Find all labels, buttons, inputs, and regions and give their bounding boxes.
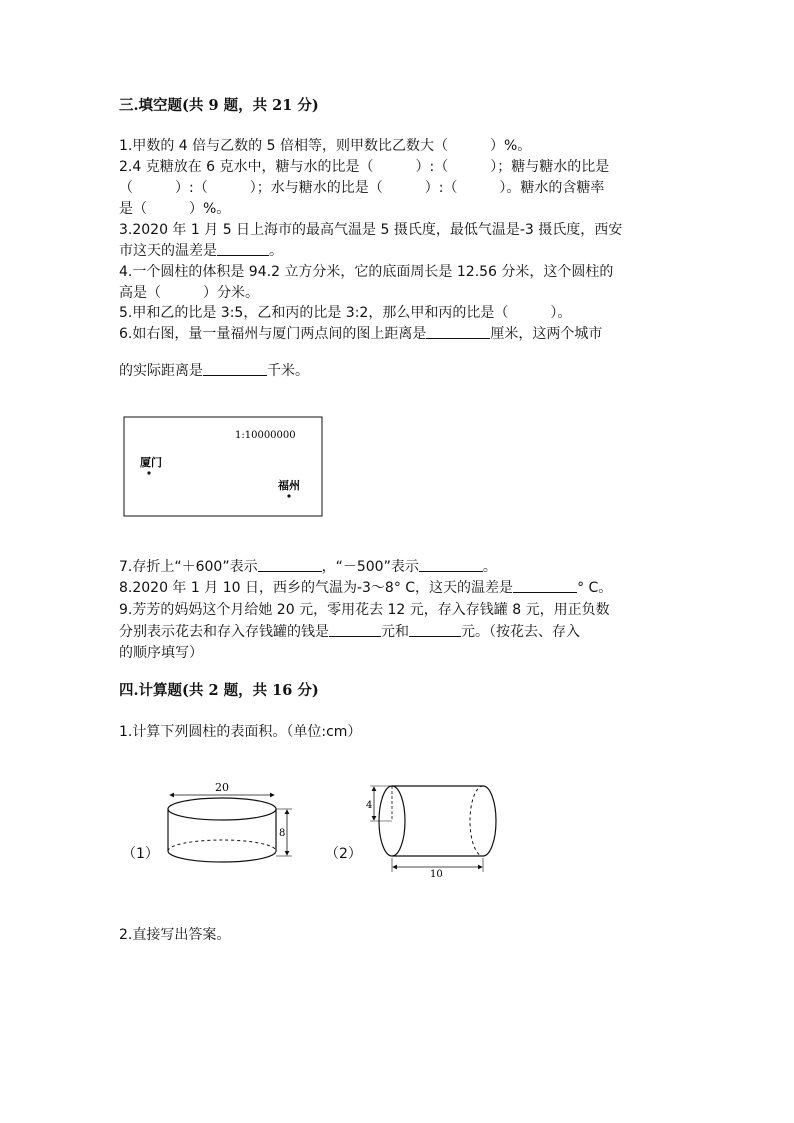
- q9-line1: 9.芳芳的妈妈这个月给她 20 元，零用花去 12 元，存入存钱罐 8 元，用正负数: [119, 602, 610, 618]
- fig1-bottom-front: [168, 851, 276, 862]
- q9-line2: [119, 622, 580, 642]
- section4-heading: 四.计算题(共 2 题，共 16 分): [119, 682, 319, 699]
- q6-text-2: 厘米，这两个城市: [490, 326, 603, 342]
- fig2-radius-label: 4: [366, 800, 373, 811]
- fig1-bottom-back: [168, 840, 276, 851]
- q7-b: ，“－500”表示: [321, 559, 419, 575]
- q4-line2: 高是（ ）分米。: [119, 285, 259, 301]
- q2-line3: 是（ ）%。: [119, 201, 231, 217]
- q7-blank2[interactable]: [419, 557, 483, 572]
- q9-line3: 的顺序填写）: [119, 645, 203, 661]
- q6-text: 6.如右图，量一量福州与厦门两点间的图上距离是: [119, 326, 427, 342]
- q4-line1: 4.一个圆柱的体积是 94.2 立方分米，它的底面周长是 12.56 分米，这个圆柱的: [119, 264, 614, 280]
- cylinder-figure-1: [160, 778, 300, 870]
- fig1-diameter-label: 20: [215, 781, 229, 794]
- q8-b: ° C。: [577, 580, 613, 596]
- q2-line1: 2.4 克糖放在 6 克水中，糖与水的比是（ ）:（ ）；糖与糖水的比是: [119, 159, 610, 175]
- q6-line2: [119, 361, 309, 381]
- map-figure: [123, 416, 325, 518]
- fuzhou-dot: [287, 494, 290, 497]
- q1-text: 1.甲数的 4 倍与乙数的 5 倍相等，则甲数比乙数大（ ）%。: [119, 138, 532, 154]
- fig2-right-back: [470, 786, 483, 856]
- q6-text-4: 千米。: [267, 363, 309, 379]
- q6-blank-actual[interactable]: [203, 361, 267, 376]
- xiamen-dot: [147, 471, 150, 474]
- q8-blank[interactable]: [513, 578, 577, 593]
- fig2-length-label: 10: [430, 869, 443, 878]
- q7-text: [119, 557, 497, 577]
- q8-text: [119, 578, 612, 598]
- q7-blank1[interactable]: [258, 557, 322, 572]
- q3-text: 市这天的温差是: [119, 243, 217, 259]
- q5-text: 5.甲和乙的比是 3:5，乙和丙的比是 3:2，那么甲和丙的比是（ ）。: [119, 305, 572, 321]
- q6-blank-distance[interactable]: [426, 324, 490, 339]
- q9-blank1[interactable]: [329, 622, 381, 637]
- q3-line2: [119, 241, 283, 261]
- q3-blank[interactable]: [217, 241, 269, 256]
- q8-a: 8.2020 年 1 月 10 日，西乡的气温为-3～8° C，这天的温差是: [119, 580, 514, 596]
- q7-a: 7.存折上“＋600”表示: [119, 559, 258, 575]
- q2-line2: （ ）:（ ）；水与糖水的比是（ ）:（ ）。糖水的含糖率: [119, 180, 605, 196]
- q9-a: 分别表示花去和存入存钱罐的钱是: [119, 624, 329, 640]
- q9-blank2[interactable]: [409, 622, 461, 637]
- q3-end: 。: [269, 243, 283, 259]
- section3-heading: 三.填空题(共 9 题，共 21 分): [119, 97, 319, 114]
- q6-text-3: 的实际距离是: [119, 363, 203, 379]
- calc-q1: 1.计算下列圆柱的表面积。（单位:cm）: [119, 724, 362, 740]
- calc-q2: 2.直接写出答案。: [119, 927, 231, 943]
- fig1-height-label: 8: [279, 828, 286, 839]
- cylinder-figure-2: [360, 778, 500, 878]
- map-scale: 1:10000000: [235, 430, 296, 441]
- q7-c: 。: [482, 559, 497, 575]
- map-city-fuzhou: 福州: [278, 479, 300, 492]
- fig2-right-front: [483, 786, 496, 856]
- map-city-xiamen: 厦门: [140, 456, 162, 469]
- q6-line1: [119, 324, 602, 344]
- q9-c: 元。（按花去、存入: [461, 624, 580, 640]
- fig1-label: （1）: [122, 846, 159, 862]
- q3-line1: 3.2020 年 1 月 5 日上海市的最高气温是 5 摄氏度，最低气温是-3 摄氏度，西安: [119, 222, 623, 238]
- fig1-top-ellipse: [168, 798, 276, 820]
- fig2-label: （2）: [325, 846, 362, 862]
- q9-b: 元和: [381, 624, 409, 640]
